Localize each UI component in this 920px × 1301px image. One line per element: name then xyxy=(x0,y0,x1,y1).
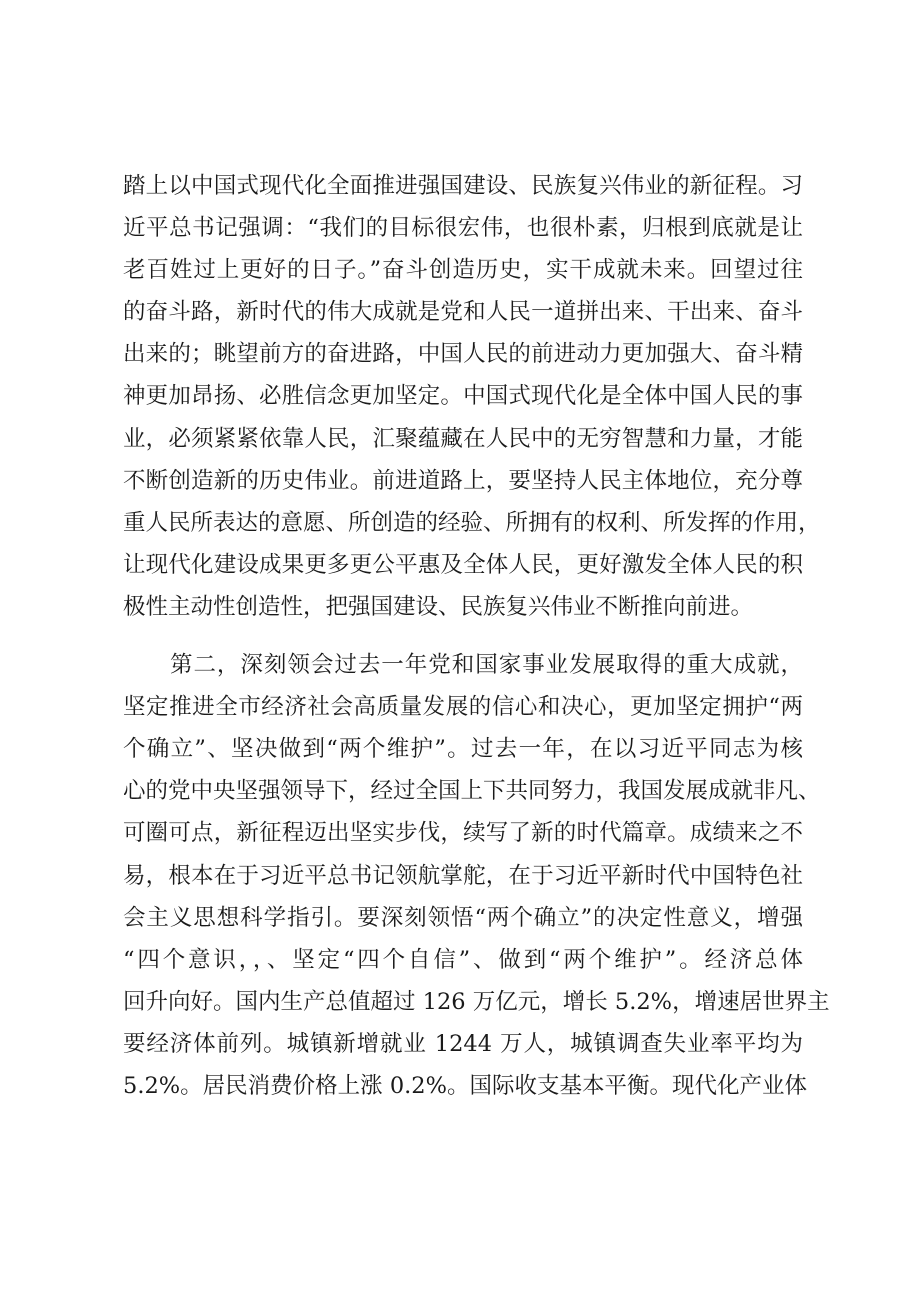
paragraph-line: 近平总书记强调：“我们的目标很宏伟，也很朴素，归根到底就是让 xyxy=(123,215,803,242)
paragraph-line: 的奋斗路，新时代的伟大成就是党和人民一道拼出来、干出来、奋斗 xyxy=(123,299,803,326)
paragraph-1 xyxy=(123,165,821,628)
paragraph-line: 可圈可点，新征程迈出坚实步伐，续写了新的时代篇章。成绩来之不 xyxy=(123,820,803,847)
document-body xyxy=(123,165,830,1107)
paragraph-line: 坚定推进全市经济社会高质量发展的信心和决心，更加坚定拥护“两 xyxy=(123,694,803,721)
paragraph-line: 神更加昂扬、必胜信念更加坚定。中国式现代化是全体中国人民的事 xyxy=(123,383,803,410)
paragraph-line: 5.2%。居民消费价格上涨 0.2%。国际收支基本平衡。现代化产业体 xyxy=(123,1072,807,1099)
paragraph-line: 第二，深刻领会过去一年党和国家事业发展取得的重大成就， xyxy=(123,652,803,679)
paragraph-line: 重人民所表达的意愿、所创造的经验、所拥有的权利、所发挥的作用， xyxy=(123,509,821,536)
paragraph-line: 回升向好。国内生产总值超过 126 万亿元，增长 5.2%，增速居世界主 xyxy=(123,988,830,1015)
paragraph-line: 出来的；眺望前方的奋进路，中国人民的前进动力更加强大、奋斗精 xyxy=(123,341,803,368)
paragraph-line: 极性主动性创造性，把强国建设、民族复兴伟业不断推向前进。 xyxy=(123,593,754,620)
paragraph-line: 易，根本在于习近平总书记领航掌舵，在于习近平新时代中国特色社 xyxy=(123,862,803,889)
paragraph-2 xyxy=(123,644,830,1107)
paragraph-line: 让现代化建设成果更多更公平惠及全体人民，更好激发全体人民的积 xyxy=(123,551,803,578)
paragraph-line: 业，必须紧紧依靠人民，汇聚蕴藏在人民中的无穷智慧和力量，才能 xyxy=(123,425,803,452)
paragraph-line: 个确立”、坚决做到“两个维护”。过去一年，在以习近平同志为核 xyxy=(123,736,803,763)
paragraph-line: 老百姓过上更好的日子。”奋斗创造历史，实干成就未来。回望过往 xyxy=(123,257,803,284)
paragraph-spacer xyxy=(123,628,803,644)
paragraph-line: “四个意识，，、坚定“四个自信”、做到“两个维护”。经济总体 xyxy=(123,946,803,973)
paragraph-line: 不断创造新的历史伟业。前进道路上，要坚持人民主体地位，充分尊 xyxy=(123,467,803,494)
paragraph-line: 要经济体前列。城镇新增就业 1244 万人，城镇调查失业率平均为 xyxy=(123,1030,803,1057)
paragraph-line: 心的党中央坚强领导下，经过全国上下共同努力，我国发展成就非凡、 xyxy=(123,778,821,805)
paragraph-line: 踏上以中国式现代化全面推进强国建设、民族复兴伟业的新征程。习 xyxy=(123,173,803,199)
paragraph-line: 会主义思想科学指引。要深刻领悟“两个确立”的决定性意义，增强 xyxy=(123,904,803,931)
